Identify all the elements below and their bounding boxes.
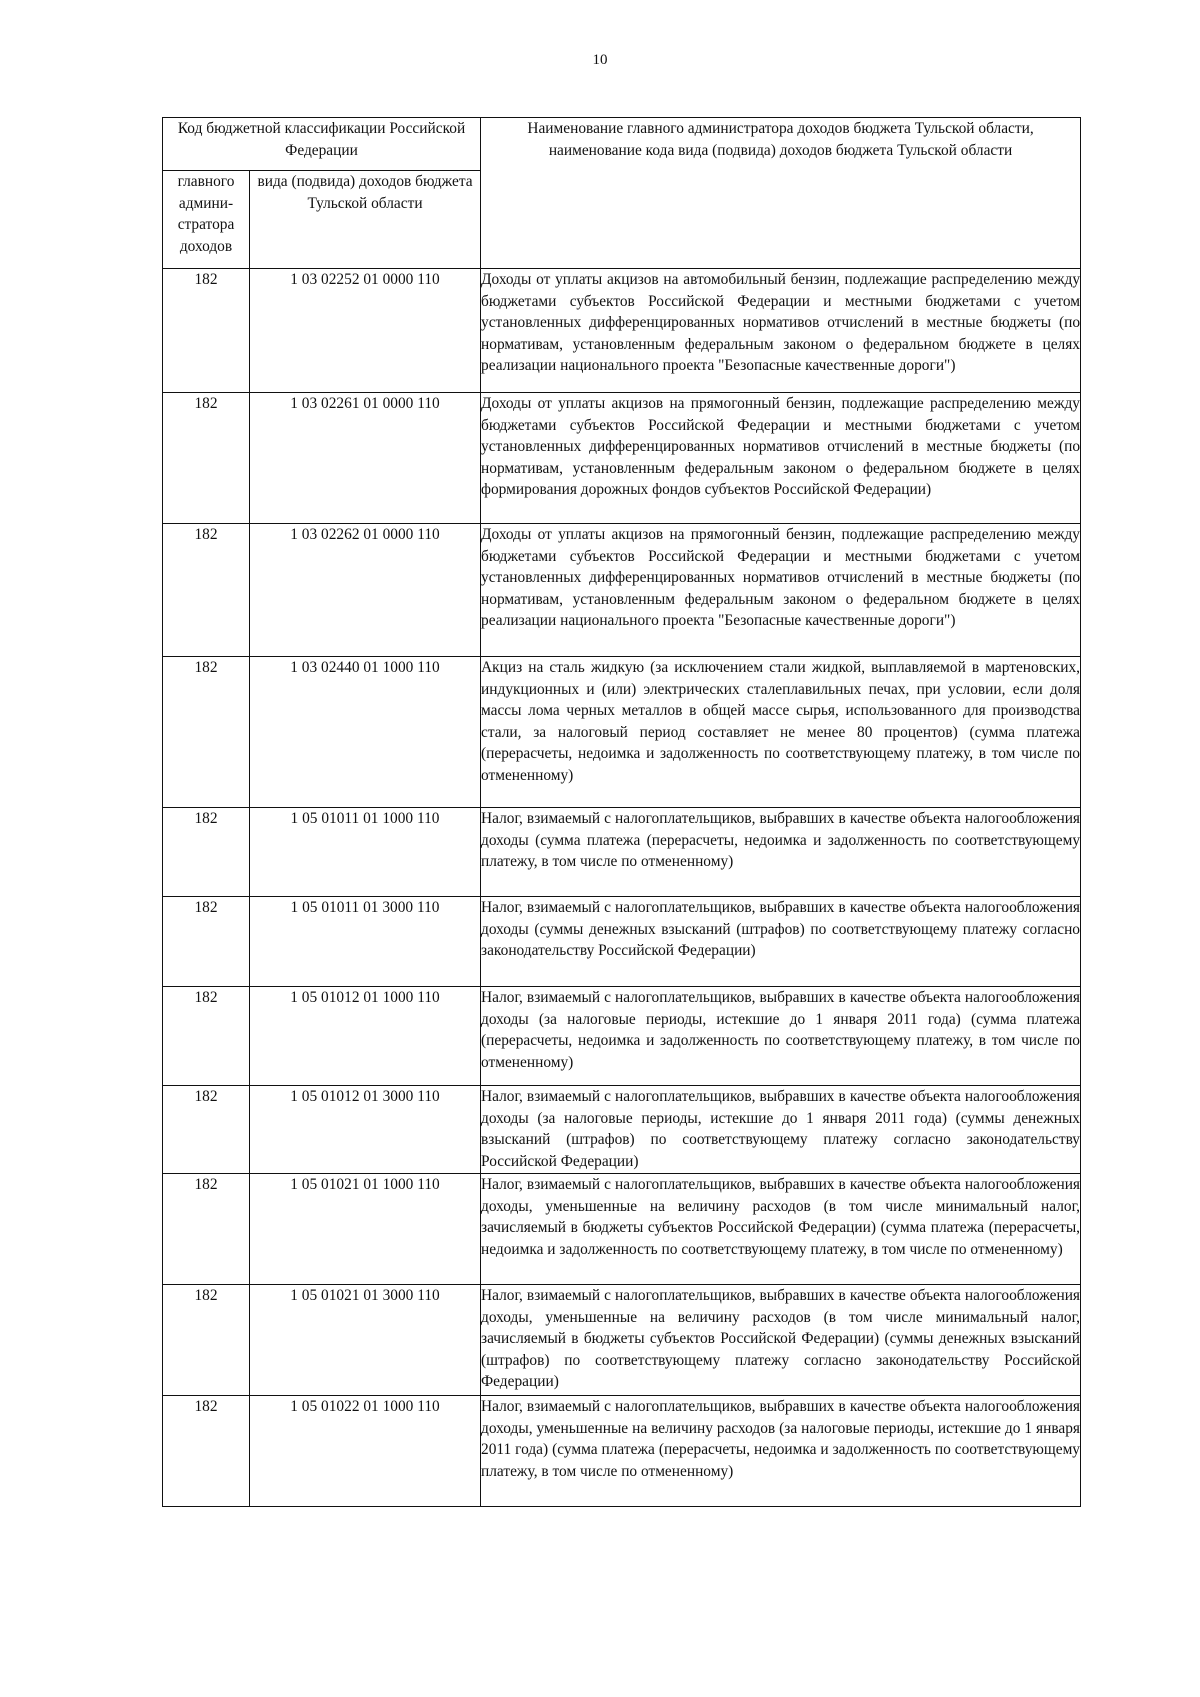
revenue-name-cell: Доходы от уплаты акцизов на прямогонный бензин, подлежащие распределению между бюджетами субъектов Российской Федерации и местными бюджетами с учетом установленных дифференцированных нормативов отчислений в местные бюджеты (по нормативам, установленным федеральным законом о федеральном бюджете в целях формирования дорожных фондов субъектов Российской Федерации) bbox=[481, 393, 1081, 524]
revenue-code-cell: 1 05 01012 01 1000 110 bbox=[250, 987, 481, 1086]
table-row bbox=[163, 987, 1081, 1086]
admin-code-cell: 182 bbox=[163, 987, 250, 1086]
revenue-name-cell: Акциз на сталь жидкую (за исключением стали жидкой, выплавляемой в мартеновских, индукционных и (или) электрических сталеплавильных печах, при условии, если доля массы лома черных металлов в общей массе сырья, использованного для производства стали, за налоговый период составляет не менее 80 процентов) (сумма платежа (перерасчеты, недоимка и задолженность по соответствующему платежу, в том числе по отмененному) bbox=[481, 657, 1081, 808]
revenue-code-cell: 1 05 01022 01 1000 110 bbox=[250, 1396, 481, 1507]
table-row bbox=[163, 808, 1081, 897]
admin-code-cell: 182 bbox=[163, 808, 250, 897]
revenue-code-cell: 1 05 01021 01 1000 110 bbox=[250, 1174, 481, 1285]
revenue-code-cell: 1 05 01011 01 1000 110 bbox=[250, 808, 481, 897]
table-row bbox=[163, 1174, 1081, 1285]
table-row bbox=[163, 897, 1081, 987]
header-row-top bbox=[163, 118, 1081, 171]
table-row bbox=[163, 393, 1081, 524]
header-administrator-name: Наименование главного администратора доходов бюджета Тульской области, наименование кода вида (подвида) доходов бюджета Тульской области bbox=[481, 118, 1081, 269]
admin-code-cell: 182 bbox=[163, 657, 250, 808]
revenue-name-cell: Налог, взимаемый с налогоплательщиков, выбравших в качестве объекта налогообложения доходы, уменьшенные на величину расходов (в том числе минимальный налог, зачисляемый в бюджеты субъектов Российской Федерации) (суммы денежных взысканий (штрафов) по соответствующему платежу согласно законодательству Российской Федерации) bbox=[481, 1285, 1081, 1396]
table-row bbox=[163, 524, 1081, 657]
header-budget-classification-code: Код бюджетной классификации Российской Федерации bbox=[163, 118, 481, 171]
admin-code-cell: 182 bbox=[163, 524, 250, 657]
header-main-administrator: главного админи-стратора доходов bbox=[163, 171, 250, 269]
revenue-code-cell: 1 03 02262 01 0000 110 bbox=[250, 524, 481, 657]
revenue-name-cell: Доходы от уплаты акцизов на прямогонный бензин, подлежащие распределению между бюджетами субъектов Российской Федерации и местными бюджетами с учетом установленных дифференцированных нормативов отчислений в местные бюджеты (по нормативам, установленным федеральным законом о федеральном бюджете в целях реализации национального проекта "Безопасные качественные дороги") bbox=[481, 524, 1081, 657]
admin-code-cell: 182 bbox=[163, 1174, 250, 1285]
table-row bbox=[163, 1086, 1081, 1174]
admin-code-cell: 182 bbox=[163, 1086, 250, 1174]
revenue-name-cell: Налог, взимаемый с налогоплательщиков, выбравших в качестве объекта налогообложения доходы (сумма платежа (перерасчеты, недоимка и задолженность по соответствующему платежу, в том числе по отмененному) bbox=[481, 808, 1081, 897]
revenue-code-cell: 1 03 02261 01 0000 110 bbox=[250, 393, 481, 524]
admin-code-cell: 182 bbox=[163, 897, 250, 987]
revenue-classification-table bbox=[162, 117, 1081, 1507]
revenue-code-cell: 1 03 02252 01 0000 110 bbox=[250, 269, 481, 393]
admin-code-cell: 182 bbox=[163, 393, 250, 524]
table-row bbox=[163, 1396, 1081, 1507]
revenue-code-cell: 1 05 01012 01 3000 110 bbox=[250, 1086, 481, 1174]
revenue-name-cell: Доходы от уплаты акцизов на автомобильный бензин, подлежащие распределению между бюджетами субъектов Российской Федерации и местными бюджетами с учетом установленных дифференцированных нормативов отчислений в местные бюджеты (по нормативам, установленным федеральным законом о федеральном бюджете в целях реализации национального проекта "Безопасные качественные дороги") bbox=[481, 269, 1081, 393]
revenue-name-cell: Налог, взимаемый с налогоплательщиков, выбравших в качестве объекта налогообложения доходы, уменьшенные на величину расходов (в том числе минимальный налог, зачисляемый в бюджеты субъектов Российской Федерации) (сумма платежа (перерасчеты, недоимка и задолженность по соответствующему платежу, в том числе по отмененному) bbox=[481, 1174, 1081, 1285]
table-row bbox=[163, 657, 1081, 808]
admin-code-cell: 182 bbox=[163, 269, 250, 393]
revenue-name-cell: Налог, взимаемый с налогоплательщиков, выбравших в качестве объекта налогообложения доходы (за налоговые периоды, истекшие до 1 января 2011 года) (суммы денежных взысканий (штрафов) по соответствующему платежу согласно законодательству Российской Федерации) bbox=[481, 1086, 1081, 1174]
revenue-code-cell: 1 05 01021 01 3000 110 bbox=[250, 1285, 481, 1396]
revenue-name-cell: Налог, взимаемый с налогоплательщиков, выбравших в качестве объекта налогообложения доходы, уменьшенные на величину расходов (за налоговые периоды, истекшие до 1 января 2011 года) (сумма платежа (перерасчеты, недоимка и задолженность по соответствующему платежу, в том числе по отмененному) bbox=[481, 1396, 1081, 1507]
revenue-name-cell: Налог, взимаемый с налогоплательщиков, выбравших в качестве объекта налогообложения доходы (суммы денежных взысканий (штрафов) по соответствующему платежу согласно законодательству Российской Федерации) bbox=[481, 897, 1081, 987]
header-revenue-type-code: вида (подвида) доходов бюджета Тульской области bbox=[250, 171, 481, 269]
revenue-code-cell: 1 05 01011 01 3000 110 bbox=[250, 897, 481, 987]
table-body bbox=[163, 269, 1081, 1507]
revenue-name-cell: Налог, взимаемый с налогоплательщиков, выбравших в качестве объекта налогообложения доходы (за налоговые периоды, истекшие до 1 января 2011 года) (сумма платежа (перерасчеты, недоимка и задолженность по соответствующему платежу, в том числе по отмененному) bbox=[481, 987, 1081, 1086]
table-row bbox=[163, 1285, 1081, 1396]
admin-code-cell: 182 bbox=[163, 1396, 250, 1507]
page-number: 10 bbox=[592, 52, 608, 68]
table-row bbox=[163, 269, 1081, 393]
revenue-code-cell: 1 03 02440 01 1000 110 bbox=[250, 657, 481, 808]
table-header bbox=[163, 118, 1081, 269]
admin-code-cell: 182 bbox=[163, 1285, 250, 1396]
